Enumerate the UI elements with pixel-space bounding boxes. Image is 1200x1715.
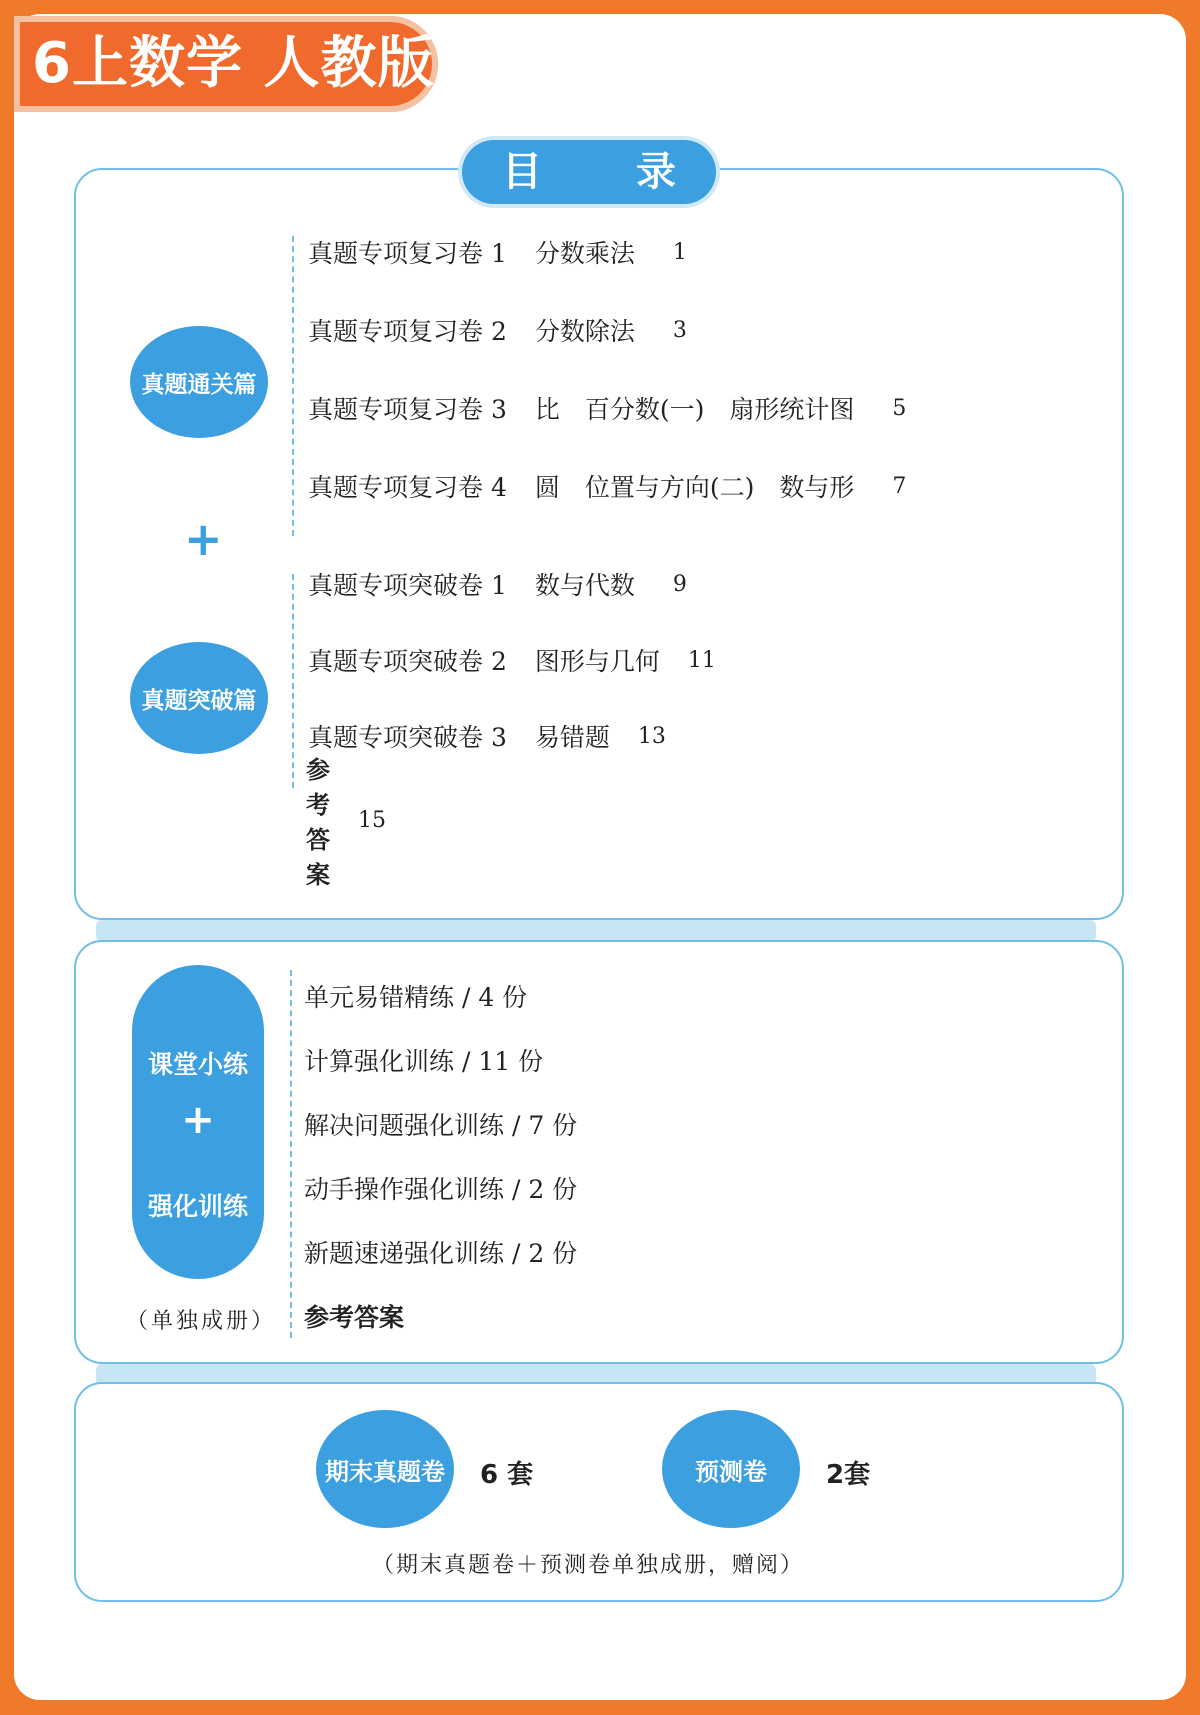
practice-note: （单独成册）: [126, 1309, 277, 1334]
practice-divider: [290, 970, 292, 1338]
toc-row-topic: 数与代数: [534, 571, 635, 600]
plus-icon: +: [181, 1097, 215, 1143]
plus-icon: +: [184, 512, 223, 566]
toc-row-page: 5: [892, 395, 907, 421]
section-badge-zhenti-tupo: 真题突破篇: [130, 642, 268, 754]
practice-item[interactable]: 计算强化训练 / 11 份: [304, 1047, 544, 1076]
practice-answers[interactable]: 参考答案: [304, 1303, 405, 1332]
toc-row-code: 真题专项复习卷 4: [308, 473, 507, 502]
practice-item[interactable]: 新题速递强化训练 / 2 份: [304, 1239, 578, 1268]
practice-badge: [132, 965, 264, 1279]
final-exam-badge: 期末真题卷: [316, 1410, 454, 1528]
toc-answers-label: 参考答案: [306, 756, 330, 889]
toc-heading: 目 录: [502, 149, 716, 195]
toc-row-page: 11: [687, 647, 716, 673]
toc-row-code: 真题专项突破卷 2: [308, 647, 507, 676]
toc-row-page: 1: [672, 239, 687, 265]
practice-item[interactable]: 单元易错精练 / 4 份: [304, 983, 528, 1012]
toc-row-topic: 分数除法: [534, 317, 635, 346]
exams-note: （期末真题卷＋预测卷单独成册，赠阅）: [372, 1553, 805, 1578]
book-title: 6上数学 人教版: [32, 31, 435, 96]
practice-item[interactable]: 解决问题强化训练 / 7 份: [304, 1111, 578, 1140]
toc-panel: [74, 168, 1124, 920]
toc-heading-tab: [462, 140, 716, 204]
toc-row-page: 3: [672, 317, 687, 343]
toc-row-topic: 易错题: [534, 723, 610, 752]
toc-row-topic: 分数乘法: [534, 239, 635, 268]
toc-row-code: 真题专项复习卷 1: [308, 239, 507, 268]
toc-answers-page: 15: [358, 807, 386, 833]
toc-row-code: 真题专项复习卷 3: [308, 395, 507, 424]
practice-badge-line2: 强化训练: [147, 1192, 248, 1221]
predict-exam-badge: 预测卷: [662, 1410, 800, 1528]
toc-divider: [292, 236, 294, 536]
toc-row-page: 7: [892, 473, 907, 499]
toc-row-page: 9: [672, 571, 687, 597]
final-exam-count: 6 套: [480, 1460, 534, 1490]
divider-band: [96, 920, 1096, 942]
toc-row-topic: 比 百分数(一) 扇形统计图: [534, 395, 855, 424]
toc-row-topic: 圆 位置与方向(二) 数与形: [534, 473, 855, 502]
practice-item[interactable]: 动手操作强化训练 / 2 份: [304, 1175, 578, 1204]
toc-row-page: 13: [637, 723, 666, 749]
section-badge-zhenti-tongguan: 真题通关篇: [130, 326, 268, 438]
predict-exam-count: 2套: [826, 1460, 871, 1490]
toc-row-topic: 图形与几何: [534, 647, 660, 676]
title-badge: [14, 16, 438, 112]
toc-divider-lower: [292, 574, 294, 788]
toc-row-code: 真题专项突破卷 3: [308, 723, 507, 752]
practice-badge-line1: 课堂小练: [147, 1050, 248, 1079]
toc-row-code: 真题专项突破卷 1: [308, 571, 507, 600]
toc-row-code: 真题专项复习卷 2: [308, 317, 507, 346]
